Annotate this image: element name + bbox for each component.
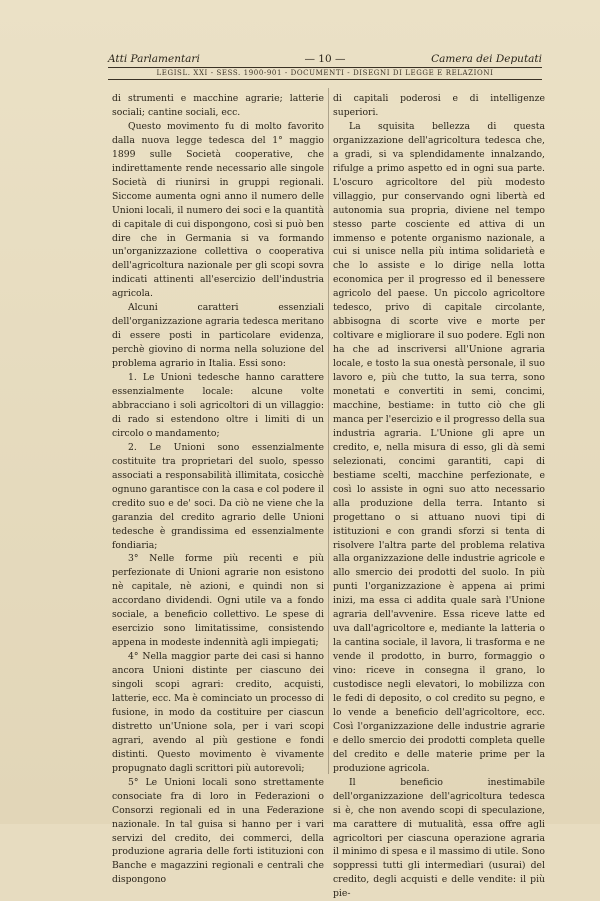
paragraph: di capitali poderosi e di intelligenze superiori. — [333, 93, 545, 118]
paragraph: 5° Le Unioni locali sono strettamente consociate fra di loro in Federazioni o Consorzi regionali ed in una Federazione nazionale. In tal guisa si hanno per i vari servizi del credito, dei commerci, della produzione agraria delle forti istituzioni con Banche e magazzini regionali e centrali che dispongono — [112, 776, 324, 886]
column-divider — [328, 88, 329, 774]
header-rule-bottom — [108, 79, 542, 80]
page-header — [108, 53, 542, 65]
header-rule — [108, 67, 542, 68]
paragraph: Alcuni caratteri essenziali dell'organizzazione agraria tedesca meritano di essere posti in particolare evidenza, perchè giovino di norma nella soluzione del problema agrario in Italia. Essi sono: — [112, 302, 324, 370]
left-column — [112, 92, 324, 887]
paragraph: Questo movimento fu di molto favorito dalla nuova legge tedesca del 1° maggio 1899 sulle Società cooperative, che indirettamente rende necessario alle singole Società di riunirsi in gruppi regionali. Siccome aumenta ogni anno il numero delle Unioni locali, il numero dei soci e la quantità di capitale di cui dispongono, così si può ben dire che in Germania si va formando un'organizzazione collettiva o cooperativa dell'agricoltura nazionale per gli scopi sovra indicati attinenti all'esercizio dell'industria agricola. — [112, 120, 324, 300]
paragraph: di strumenti e macchine agrarie; latterie sociali; cantine sociali, ecc. — [112, 93, 324, 118]
header-subtitle: LEGISL. XXI - SESS. 1900-901 - DOCUMENTI - DISEGNI DI LEGGE E RELAZIONI — [156, 69, 494, 77]
paragraph: 2. Le Unioni sono essenzialmente costituite tra proprietari del suolo, spesso associati a responsabilità illimitata, cosicchè ognuno garantisce con la casa e col podere il credito suo e de' soci. Da ciò ne viene che la garanzia del credito agrario delle Unioni tedesche è grandissima ed essenzialmente fondiaria; — [112, 441, 324, 551]
paragraph: Il beneficio inestimabile dell'organizzazione dell'agricoltura tedesca si è, che non avendo scopi di speculazione, ma carattere di mutualità, essa offre agli agricoltori per ciascuna operazione agraria il minimo di spesa e il massimo di utile. Sono soppressi tutti gli intermedìari (usurai) del credito, degli acquisti e delle vendite: il più pie- — [333, 776, 545, 900]
paragraph: 3° Nelle forme più recenti e più perfezionate di Unioni agrarie non esistono nè capitale, nè azioni, e quindi non si accordano dividendi. Ogni utile va a fondo sociale, a beneficio collettivo. Le spese di esercizio sono limitatissime, consistendo appena in modeste indennità agli impiegati; — [112, 553, 324, 649]
page-number: — 10 — — [304, 53, 346, 65]
header-left: Atti Parlamentari — [108, 53, 200, 65]
header-right: Camera dei Deputati — [431, 53, 542, 65]
paragraph: 1. Le Unioni tedesche hanno carattere essenzialmente locale: alcune volte abbracciano i soli agricoltori di un villaggio: di rado si estendono oltre i limiti di un circolo o mandamento; — [112, 372, 324, 439]
paragraph: La squisita bellezza di questa organizzazione dell'agricoltura tedesca che, a gradi, si va splendidamente innalzando, rifulge a primo aspetto ed in ogni sua parte. L'oscuro agricoltore del più modesto villaggio, pur conservando ogni libertà ed autonomia sua propria, diviene nel tempo stesso parte cosciente ed attiva di un immenso e potente organismo nazionale, a cui si unisce nella più intima solidarietà e che lo assiste e lo dirige nella lotta economica per il progresso ed il benessere agricolo del paese. Un piccolo agricoltore tedesco, privo di capitale circolante, abbisogna di scorte vive e morte per coltivare e migliorare il suo podere. Egli non ha che ad inscriversi all'Unione agraria locale, e tosto la sua onestà personale, il suo lavoro e, più che tutto, la sua terra, sono monetati e convertiti in semi, concimi, macchine, bestiame: in tutto ciò che gli manca per l'esercizio e il progresso della sua industria agraria. L'Unione gli apre un credito, e, nella misura di esso, gli dà semi selezionati, concimi garantiti, capi di bestiame scelti, macchine perfezionate, e così lo assiste in ogni suo atto necessario alla produzione della terra. Intanto si progettano o si attuano nuovi tipi di istituzioni e con grandi sforzi si tenta di risolvere l'altra parte del problema relativa alla organizzazione delle industrie agricole e allo smercio dei prodotti del suolo. In più punti l'organizzazione è appena ai primi inizi, ma essa ci addita quale sarà l'Unione agraria dell'avvenire. Essa riceve latte ed uva dall'agricoltore e, mediante la latteria o la cantina sociale, il lavora, li trasforma e ne vende il prodotto, in burro, formaggio o vino: riceve in consegna il grano, lo custodisce negli elevatori, lo mobilizza con le fedi di deposito, o col credito su pegno, e lo vende a beneficio dell'agricoltore, ecc. Così l'organizzazione delle industrie agrarie e dello smercio dei prodotti completa quelle del credito e delle materie prime per la produzione agricola. — [333, 120, 545, 774]
paragraph: 4° Nella maggior parte dei casi si hanno ancora Unioni distinte per ciascuno dei singoli scopi agrari: credito, acquisti, latterie, ecc. Ma è cominciato un processo di fusione, in modo da costituire per ciascun distretto un'Unione sola, per i vari scopi agrari, avendo al più gestione e fondi distinti. Questo movimento è vivamente propugnato dagli scrittori più autorevoli; — [112, 651, 324, 774]
right-column — [333, 92, 545, 901]
